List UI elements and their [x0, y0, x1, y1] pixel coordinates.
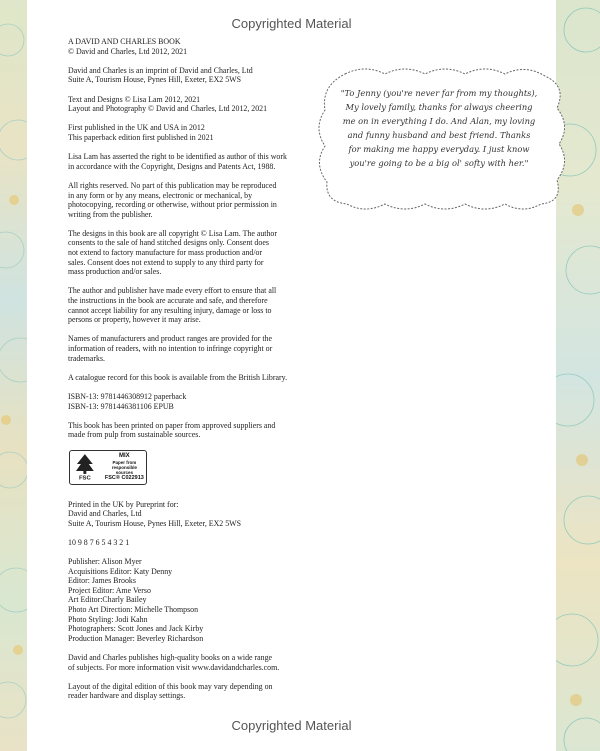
isbn-block: ISBN-13: 9781446308912 paperback ISBN-13: 9781446381106 EPUB	[68, 391, 187, 411]
paragraph: Layout of the digital edition of this book may vary depending on reader hardware and display settings.	[68, 681, 273, 701]
fsc-mix-label: MIX	[119, 452, 130, 459]
print-line: 10 9 8 7 6 5 4 3 2 1	[68, 537, 130, 547]
fsc-tree-icon	[73, 452, 97, 482]
fsc-code: FSC® C022913	[104, 474, 144, 481]
dedication-line: me on in everything I do. And Alan, my loving	[342, 116, 536, 126]
copyright-page	[27, 0, 556, 751]
printer-info: Printed in the UK by Pureprint for: David and Charles, Ltd Suite A, Tourism House, Pynes Hill, Exeter, EX2 5WS	[68, 499, 242, 528]
paragraph: Names of manufacturers and product ranges are provided for the information of readers, with no intention to infringe copyright or trademarks.	[68, 334, 273, 363]
fsc-logo-text: FSC	[78, 475, 91, 482]
paragraph: A DAVID AND CHARLES BOOK © David and Charles, Ltd 2012, 2021	[68, 37, 188, 56]
decorative-border-left	[0, 0, 27, 751]
fsc-paper-line2: responsible sources	[111, 464, 137, 475]
paragraph: David and Charles is an imprint of David and Charles, Ltd Suite A, Tourism House, Pynes Hill, Exeter, EX2 5WS	[68, 65, 253, 85]
dedication-line: you're going to be a big ol' softy with her."	[349, 158, 529, 168]
paragraph: Lisa Lam has asserted the right to be identified as author of this work in accordance with the Copyright, Designs and Patents Act, 1988.	[68, 152, 287, 171]
dedication-line: My lovely family, thanks for always cheering	[345, 102, 533, 112]
dedication-line: "To Jenny (you're never far from my thoughts),	[340, 88, 538, 98]
paragraph: This book has been printed on paper from approved suppliers and made from pulp from sustainable sources.	[68, 420, 276, 440]
watermark-top: Copyrighted Material	[231, 16, 352, 31]
paragraph: A catalogue record for this book is available from the British Library.	[68, 372, 288, 382]
paragraph: Text and Designs © Lisa Lam 2012, 2021 Layout and Photography © David and Charles, Ltd 2012, 2021	[68, 94, 268, 114]
paragraph: David and Charles publishes high-quality books on a wide range of subjects. For more information visit www.davidandcharles.com.	[68, 653, 280, 672]
dedication-text	[333, 86, 545, 170]
dedication-line: and funny husband and best friend. Thanks	[347, 130, 531, 140]
paragraph: All rights reserved. No part of this publication may be reproduced in any form or by any means, electronic or mechanical, by photocopying, recording or otherwise, without prior permission in writing from the publisher.	[68, 180, 277, 219]
watermark-bottom: Copyrighted Material	[231, 718, 352, 733]
paragraph: The author and publisher have made every effort to ensure that all the instructions in the book are accurate and safe, and therefore cannot accept liability for any resulting injury, damage or loss to persons or property, however it may arise.	[68, 286, 277, 325]
fsc-paper-line1: Paper from	[112, 459, 137, 465]
fsc-certification-logo	[69, 450, 147, 485]
paragraph: First published in the UK and USA in 2012 This paperback edition first published in 2021	[68, 123, 214, 142]
paragraph: The designs in this book are all copyright © Lisa Lam. The author consents to the sale of hand stitched designs only. Consent does not extend to factory manufacture for mass production and/or sales. Consent does not extend to supply to any third party for mass production and/or sales.	[68, 228, 277, 277]
copyright-text-column	[68, 37, 323, 711]
credits-block: Publisher: Alison Myer Acquisitions Editor: Katy Denny Editor: James Brooks Project Editor: Ame Verso Art Editor:Charly Bailey Photo Art Direction: Michelle Thompson Photo Styling: Jodi Kahn Photographers: Scott Jones and Jack Kirby Production Manager: Beverley Richardson	[68, 557, 204, 643]
dedication-bubble	[305, 64, 575, 214]
dedication-line: for making me happy everyday. I just know	[348, 144, 530, 154]
